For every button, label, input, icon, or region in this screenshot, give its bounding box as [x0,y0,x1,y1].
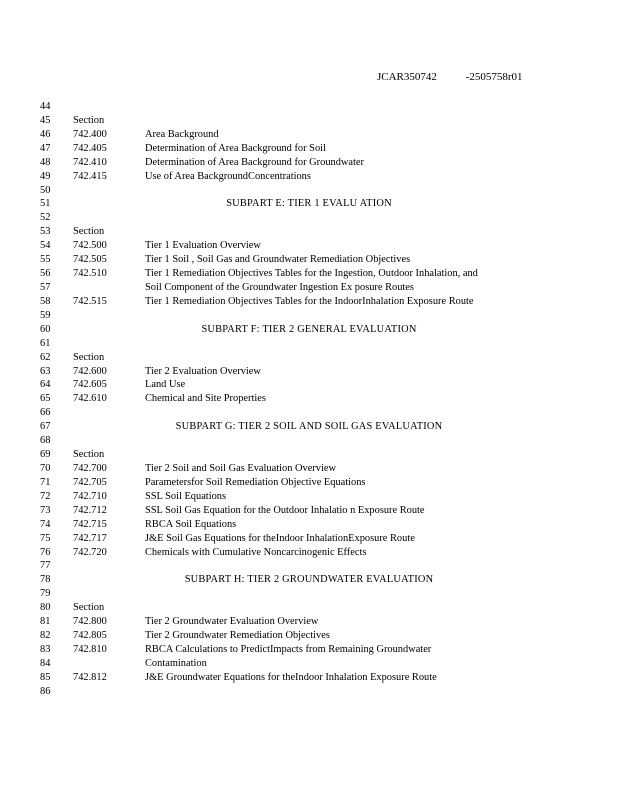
text-line [0,420,618,434]
text-line [0,434,618,448]
line-number: 76 [40,546,51,558]
section-title: Land Use [145,379,186,391]
line-number: 46 [40,128,51,140]
line-number: 65 [40,393,51,405]
text-line [0,378,618,392]
section-title: Contamination [145,657,207,669]
text-line [0,100,618,114]
section-title: Determination of Area Background for Soil [145,142,326,154]
section-title: Tier 1 Soil , Soil Gas and Groundwater Remediation Objectives [145,254,411,266]
text-line [0,392,618,406]
line-number: 62 [40,351,51,363]
section-number: 742.712 [73,504,107,516]
section-title: Area Background [145,128,219,140]
section-title: Tier 2 Soil and Soil Gas Evaluation Overview [145,462,336,474]
section-number: 742.717 [73,532,107,544]
line-number: 61 [40,337,51,349]
section-number: 742.705 [73,476,107,488]
text-line [0,225,618,239]
section-number: 742.505 [73,254,107,266]
text-line [0,657,618,671]
section-number: 742.720 [73,546,107,558]
section-title: Tier 1 Remediation Objectives Tables for the IndoorInhalation Exposure Route [145,295,474,307]
text-line [0,351,618,365]
section-number: 742.400 [73,128,107,140]
text-line [0,128,618,142]
section-number: 742.510 [73,268,107,280]
text-line [0,267,618,281]
line-number: 70 [40,462,51,474]
section-number: 742.710 [73,490,107,502]
section-number: 742.700 [73,462,107,474]
line-number: 45 [40,114,51,126]
line-number: 73 [40,504,51,516]
line-number: 58 [40,295,51,307]
line-numbered-text [0,100,618,699]
section-number: 742.415 [73,170,107,182]
text-line [0,406,618,420]
line-number: 66 [40,407,51,419]
line-number: 82 [40,630,51,642]
section-number: 742.610 [73,393,107,405]
subpart-heading: SUBPART H: TIER 2 GROUNDWATER EVALUATION [184,574,434,586]
line-number: 48 [40,156,51,168]
section-title: RBCA Calculations to PredictImpacts from Remaining Groundwater [145,643,432,655]
text-line [0,532,618,546]
section-title: SSL Soil Equations [145,490,227,502]
line-number: 84 [40,657,51,669]
line-number: 56 [40,268,51,280]
line-number: 80 [40,602,51,614]
text-line [0,211,618,225]
text-line [0,615,618,629]
section-number: 742.500 [73,240,107,252]
text-line [0,504,618,518]
section-number: 742.515 [73,295,107,307]
text-line [0,448,618,462]
section-number: 742.805 [73,630,107,642]
section-title: Tier 2 Groundwater Evaluation Overview [145,616,319,628]
line-number: 52 [40,212,51,224]
line-number: 60 [40,323,51,335]
line-number: 78 [40,574,51,586]
line-number: 83 [40,643,51,655]
line-number: 71 [40,476,51,488]
line-number: 85 [40,671,51,683]
section-title: Chemicals with Cumulative Noncarcinogenic Effects [145,546,367,558]
text-line [0,184,618,198]
text-line [0,239,618,253]
document-header [377,71,522,83]
section-title: SSL Soil Gas Equation for the Outdoor Inhalatio n Exposure Route [145,504,425,516]
line-number: 44 [40,101,51,112]
text-line [0,573,618,587]
line-number: 63 [40,365,51,377]
line-number: 55 [40,254,51,266]
section-number: 742.600 [73,365,107,377]
line-number: 72 [40,490,51,502]
line-number: 54 [40,240,51,252]
line-number: 49 [40,170,51,182]
text-line [0,295,618,309]
section-title: RBCA Soil Equations [145,518,237,530]
line-number: 77 [40,560,51,572]
document-ref: -2505758r01 [465,71,523,83]
text-line [0,365,618,379]
section-title: Tier 2 Evaluation Overview [145,365,261,377]
text-line [0,462,618,476]
section-number: 742.405 [73,142,107,154]
document-code: JCAR350742 [377,71,437,83]
subpart-heading: SUBPART E: TIER 1 EVALU ATION [226,198,392,210]
text-line [0,323,618,337]
line-number: 51 [40,198,51,210]
line-number: 86 [40,685,51,697]
section-number: Section [73,351,105,363]
text-line [0,587,618,601]
text-line [0,546,618,560]
line-number: 47 [40,142,51,154]
line-number: 53 [40,226,51,238]
text-line [0,559,618,573]
text-line [0,114,618,128]
section-title: Tier 2 Groundwater Remediation Objectives [145,630,330,642]
line-number: 81 [40,616,51,628]
section-title: Tier 1 Evaluation Overview [145,240,261,252]
line-number: 67 [40,421,51,433]
text-line [0,518,618,532]
text-line [0,309,618,323]
section-title: J&E Soil Gas Equations for theIndoor InhalationExposure Route [145,532,415,544]
text-line [0,142,618,156]
line-number: 74 [40,518,51,530]
text-line [0,156,618,170]
section-number: 742.810 [73,643,107,655]
section-number: Section [73,226,105,238]
line-number: 79 [40,588,51,600]
section-number: 742.410 [73,156,107,168]
section-number: 742.812 [73,671,107,683]
subpart-heading: SUBPART G: TIER 2 SOIL AND SOIL GAS EVALUATION [175,421,443,433]
text-line [0,476,618,490]
subpart-heading: SUBPART F: TIER 2 GENERAL EVALUATION [201,323,417,335]
section-number: Section [73,449,105,461]
section-number: Section [73,602,105,614]
line-number: 57 [40,281,51,293]
text-line [0,629,618,643]
section-title: Tier 1 Remediation Objectives Tables for the Ingestion, Outdoor Inhalation, and [145,268,478,280]
line-number: 75 [40,532,51,544]
text-line [0,671,618,685]
text-line [0,490,618,504]
section-title: Chemical and Site Properties [145,393,266,405]
text-line [0,337,618,351]
section-title: Determination of Area Background for Groundwater [145,156,364,168]
text-line [0,253,618,267]
text-line [0,170,618,184]
text-line [0,601,618,615]
text-line [0,685,618,699]
line-number: 69 [40,449,51,461]
section-title: Use of Area BackgroundConcentrations [145,170,311,182]
line-number: 59 [40,309,51,321]
section-title: Parametersfor Soil Remediation Objective Equations [145,476,366,488]
section-number: 742.800 [73,616,107,628]
section-number: 742.715 [73,518,107,530]
text-line [0,197,618,211]
line-number: 68 [40,435,51,447]
section-title: Soil Component of the Groundwater Ingestion Ex posure Routes [145,281,414,293]
section-number: 742.605 [73,379,107,391]
text-line [0,643,618,657]
line-number: 50 [40,184,51,196]
section-number: Section [73,114,105,126]
text-line [0,281,618,295]
section-title: J&E Groundwater Equations for theIndoor Inhalation Exposure Route [145,671,437,683]
line-number: 64 [40,379,51,391]
